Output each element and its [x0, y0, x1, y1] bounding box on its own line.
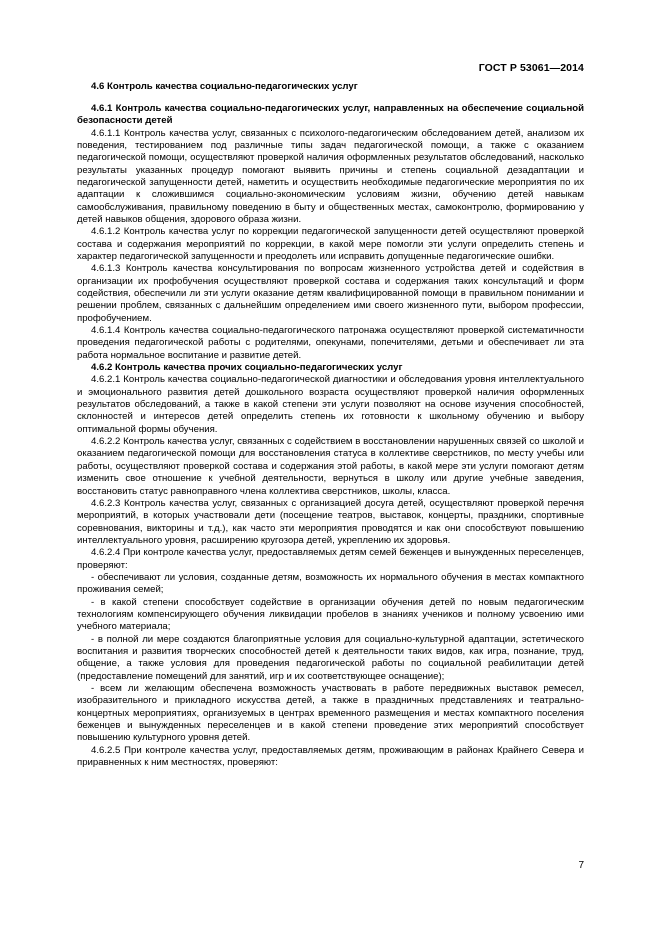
- list-item: - обеспечивают ли условия, созданные детям, возможность их нормального обучения в местах компактного проживания семей;: [77, 571, 584, 596]
- list-item: - в какой степени способствует содействие в организации обучения детей по новым педагогическим технологиям компенсирующего обучения ликвидации пробелов в знаниях учеников и полному усвоению ими учебного материала;: [77, 596, 584, 633]
- subsection-heading-4-6-2: 4.6.2 Контроль качества прочих социально-педагогических услуг: [91, 362, 403, 374]
- paragraph-4-6-2-3: 4.6.2.3 Контроль качества услуг, связанных с организацией досуга детей, осуществляют проверкой перечня мероприятий, в которых участвовали дети (посещение театров, выставок, концерты, праздники, спортивные соревнования, викторины и т.д.), как часто эти мероприятия проводятся и как они способствуют повышению интеллектуального уровня, расширению кругозора детей, укреплению их здоровья.: [77, 497, 584, 546]
- paragraph-4-6-1-4: 4.6.1.4 Контроль качества социально-педагогического патронажа осуществляют проверкой систематичности проведения педагогической работы с родителями, опекунами, попечителями, детьми и обеспечивает ли эта работа нормальное воспитание и развитие детей.: [77, 325, 584, 361]
- list-item: - в полной ли мере создаются благоприятные условия для социально-культурной адаптации, эстетического воспитания и развития творческих способностей детей к деятельности таких видов, как игра, познание, труд, общение, а также условия для проведения педагогической работы по социальной реабилитации детей (предоставление помещений для занятий, игр и их соответствующее оснащение);: [77, 633, 584, 682]
- paragraph-4-6-1-2: 4.6.1.2 Контроль качества услуг по коррекции педагогической запущенности детей осуществляют проверкой состава и содержания мероприятий по коррекции, в какой мере помогли эти услуги определить степень и характер педагогической запущенности и преодолеть или исправить допущенные педагогические ошибки.: [77, 226, 584, 262]
- paragraph-4-6-1-1: 4.6.1.1 Контроль качества услуг, связанных с психолого-педагогическим обследованием детей, анализом их поведения, тестированием под различные типы задач педагогической помощи, а также с оказанием педагогической помощи, осуществляют проверкой наличия оформленных результатов обследований, насколько результаты указанных процедур помогают выявить причины и степень социальной дезадаптации и педагогической запущенности детей, наметить и осуществить необходимые педагогические мероприятия по их адаптации к сложившимся социально-экономическим условиям жизни, обучению детей навыкам самообслуживания, правильному поведению в быту и общественных местах, самоконтролю, формированию у детей навыков общения, здорового образа жизни.: [77, 127, 584, 225]
- standard-number: ГОСТ Р 53061—2014: [478, 62, 584, 74]
- list-item: - всем ли желающим обеспечена возможность участвовать в работе передвижных выставок ремесел, изобразительного и прикладного искусства детей, а также в праздничных представлениях и театрально-концертных мероприятиях, организуемых в центрах временного размещения и местах компактного поселения беженцев и вынужденных переселенцев и в какой степени проведение этих мероприятий способствует повышению культурного уровня детей.: [77, 683, 584, 744]
- page-content: [77, 81, 584, 769]
- subsection-heading-4-6-1: 4.6.1 Контроль качества социально-педагогических услуг, направленных на обеспечение социальной безопасности детей: [77, 102, 584, 127]
- paragraph-4-6-2-1: 4.6.2.1 Контроль качества социально-педагогической диагностики и обследования уровня интеллектуального и эмоционального развития детей дошкольного возраста осуществляют проверкой наличия оформленных результатов обследований, а также в какой степени эти услуги позволяют на основе изучения способностей, склонностей и интересов детей определить степень их готовности к школьному обучению и выбору оптимальной формы обучения.: [77, 374, 584, 435]
- section-heading: 4.6 Контроль качества социально-педагогических услуг: [91, 81, 358, 92]
- paragraph-4-6-2-2: 4.6.2.2 Контроль качества услуг, связанных с содействием в восстановлении нарушенных связей со школой и оказанием педагогической помощи для восстановления статуса в коллективе сверстников, по месту учебы или работы, осуществляют проверкой состава и содержания этой работы, в какой мере эти услуги помогают детям изменить свое отношение к учебной деятельности, вернуться в школу или другие учебные заведения, восстановить статус равноправного члена коллектива сверстников, школы, класса.: [77, 436, 584, 497]
- paragraph-4-6-2-5: 4.6.2.5 При контроле качества услуг, предоставляемых детям, проживающим в районах Крайнего Севера и приравненных к ним местностях, проверяют:: [77, 744, 584, 769]
- page-number: 7: [578, 860, 584, 871]
- paragraph-4-6-1-3: 4.6.1.3 Контроль качества консультирования по вопросам жизненного устройства детей и содействия в организации их профобучения осуществляют проверкой состава и содержания таких консультаций и форм содействия, обеспечили ли эти услуги оказание детям квалифицированной помощи в правильном понимании и решении проблем, связанных с дальнейшим определением ими своего жизненного пути, выбором профессии, профобучением.: [77, 263, 584, 324]
- paragraph-4-6-2-4: 4.6.2.4 При контроле качества услуг, предоставляемых детям семей беженцев и вынужденных переселенцев, проверяют:: [77, 547, 584, 571]
